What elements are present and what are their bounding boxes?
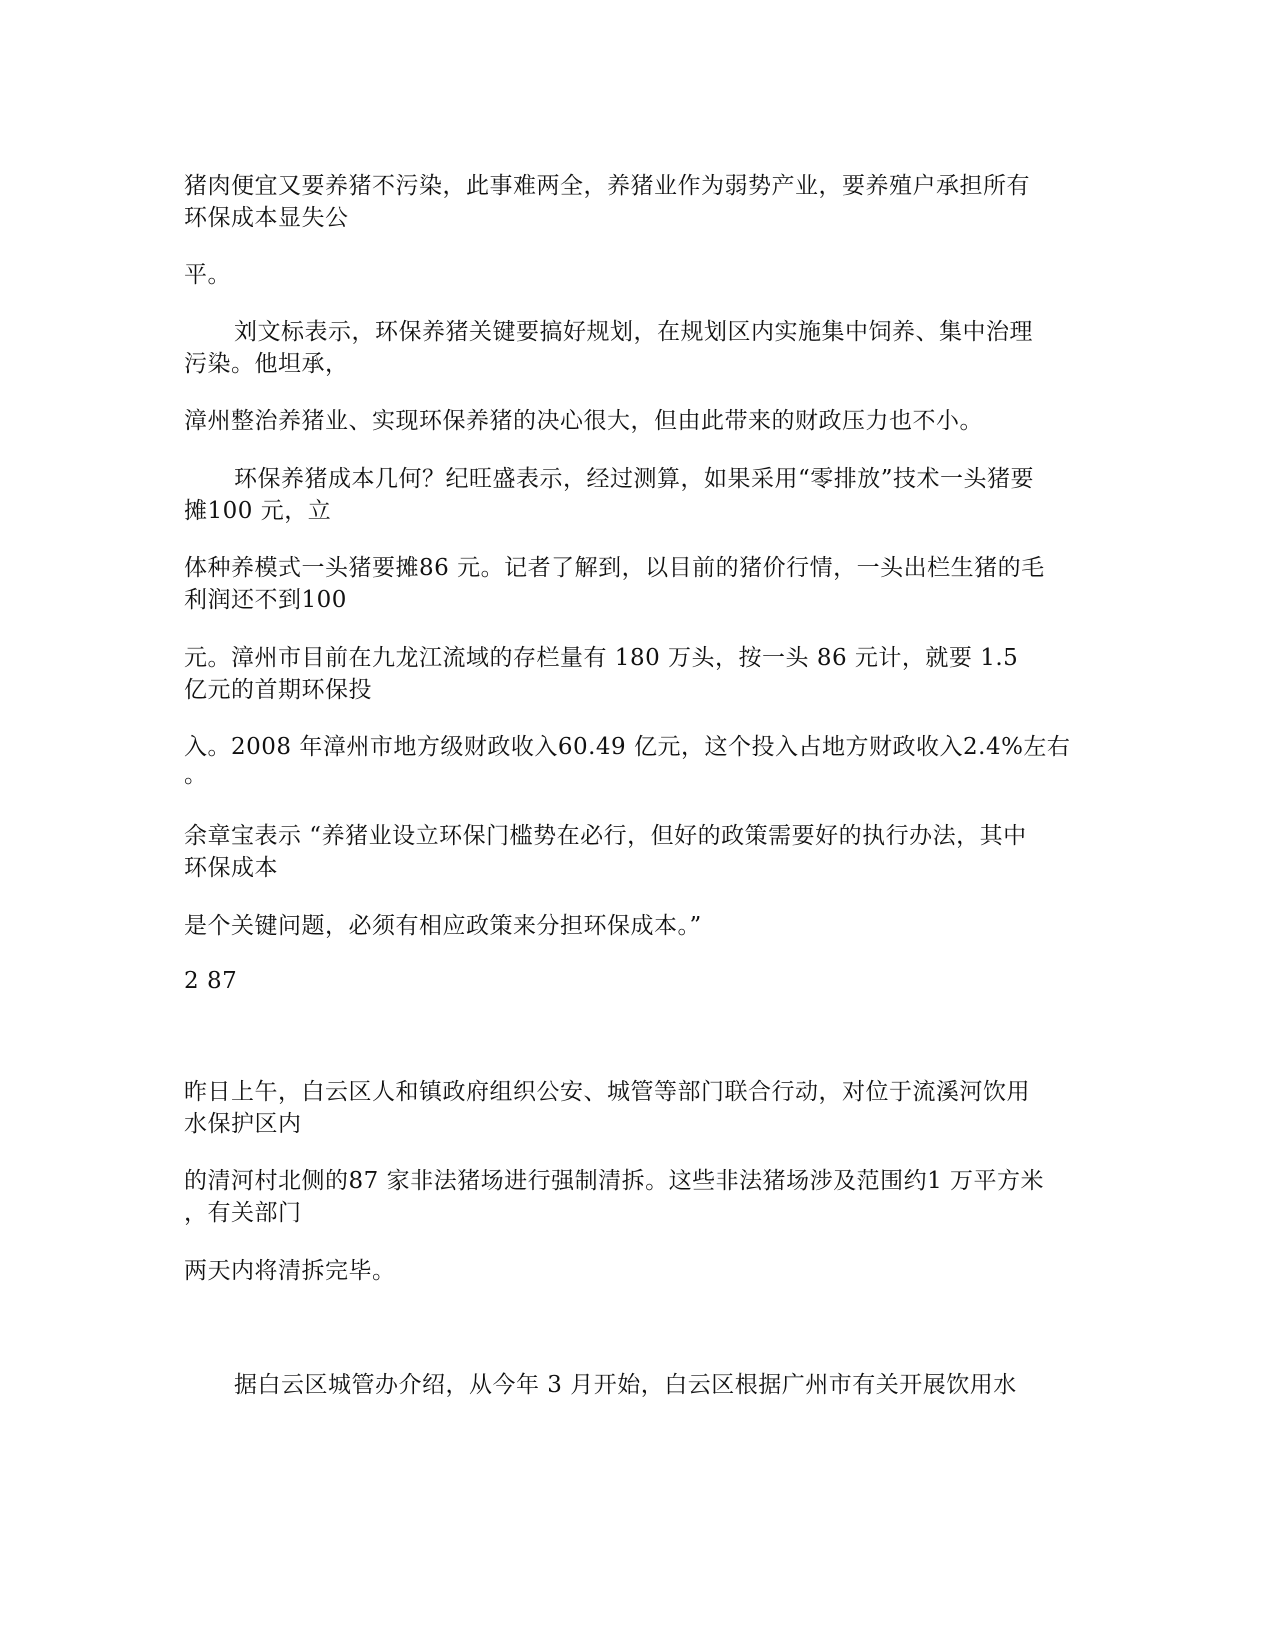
text-line: 据白云区城管办介绍，从今年 3 月开始，白云区根据广州市有关开展饮用水 <box>234 1372 1017 1398</box>
text-line: 漳州整治养猪业、实现环保养猪的决心很大，但由此带来的财政压力也不小。 <box>184 408 983 434</box>
text-line: 摊100 元，立 <box>184 498 332 524</box>
text-line: 猪肉便宜又要养猪不污染，此事难两全，养猪业作为弱势产业，要养殖户承担所有 <box>184 173 1030 199</box>
text-line: 是个关键问题，必须有相应政策来分担环保成本。” <box>184 913 702 939</box>
text-line: 水保护区内 <box>184 1111 302 1137</box>
text-line: 两天内将清拆完毕。 <box>184 1258 396 1284</box>
text-line: 环保成本显失公 <box>184 205 349 231</box>
text-line: ，有关部门 <box>184 1200 302 1226</box>
text-line: 刘文标表示，环保养猪关键要搞好规划，在规划区内实施集中饲养、集中治理 <box>234 319 1033 345</box>
text-line: 环保养猪成本几何？纪旺盛表示，经过测算，如果采用“零排放”技术一头猪要 <box>234 466 1035 492</box>
text-line: 元。漳州市目前在九龙江流域的存栏量有 180 万头，按一头 86 元计，就要 1.5 <box>184 645 1019 671</box>
text-line: 入。2008 年漳州市地方级财政收入60.49 亿元，这个投入占地方财政收入2.4%左右 <box>184 734 1071 760</box>
text-line: 亿元的首期环保投 <box>184 677 372 703</box>
text-line: 昨日上午，白云区人和镇政府组织公安、城管等部门联合行动，对位于流溪河饮用 <box>184 1079 1030 1105</box>
text-line: 利润还不到100 <box>184 587 347 613</box>
text-line: 环保成本 <box>184 855 278 881</box>
text-line: 平。 <box>184 262 231 288</box>
text-line: 余章宝表示 “养猪业设立环保门槛势在必行，但好的政策需要好的执行办法，其中 <box>184 823 1027 849</box>
text-line: 的清河村北侧的87 家非法猪场进行强制清拆。这些非法猪场涉及范围约1 万平方米 <box>184 1168 1045 1194</box>
page-number: 2 87 <box>184 968 238 994</box>
text-line: 污染。他坦承， <box>184 351 349 377</box>
text-line: 。 <box>184 762 208 788</box>
text-line: 体种养模式一头猪要摊86 元。记者了解到，以目前的猪价行情，一头出栏生猪的毛 <box>184 555 1045 581</box>
